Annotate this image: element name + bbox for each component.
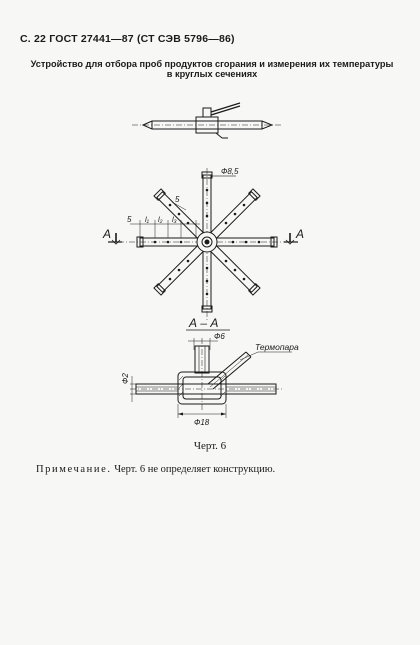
dim-l2: l₂ xyxy=(158,215,163,224)
dim-diameter-6: Ф6 xyxy=(214,332,225,341)
dim-l1: l₁ xyxy=(145,215,150,224)
note xyxy=(36,464,275,475)
dim-l3: l₃ xyxy=(172,215,177,224)
page-header: С. 22 ГОСТ 27441—87 (СТ СЭВ 5796—86) xyxy=(20,33,235,45)
note-label: Примечание. xyxy=(36,464,112,475)
section-title: А – А xyxy=(189,316,219,330)
probe-side-view xyxy=(132,103,282,138)
dim-diameter-2: Ф2 xyxy=(121,373,130,384)
figure-title-line-2: в круглых сечениях xyxy=(166,69,258,79)
dim-5-top: 5 xyxy=(175,195,180,204)
section-marker-left: А xyxy=(103,227,112,241)
figure-title-line-1: Устройство для отбора проб продуктов сгорания и измерения их температуры xyxy=(30,59,394,69)
probe-front-view xyxy=(108,168,298,320)
dim-diameter-18: Ф18 xyxy=(194,418,210,427)
dim-5-left: 5 xyxy=(127,215,132,224)
dim-diameter-8-5: Ф8,5 xyxy=(221,167,239,176)
section-marker-right: А xyxy=(296,227,305,241)
thermocouple-label: Термопара xyxy=(255,342,299,352)
figure-caption: Черт. 6 xyxy=(193,440,227,452)
note-text: Черт. 6 не определяет конструкцию. xyxy=(111,464,276,475)
